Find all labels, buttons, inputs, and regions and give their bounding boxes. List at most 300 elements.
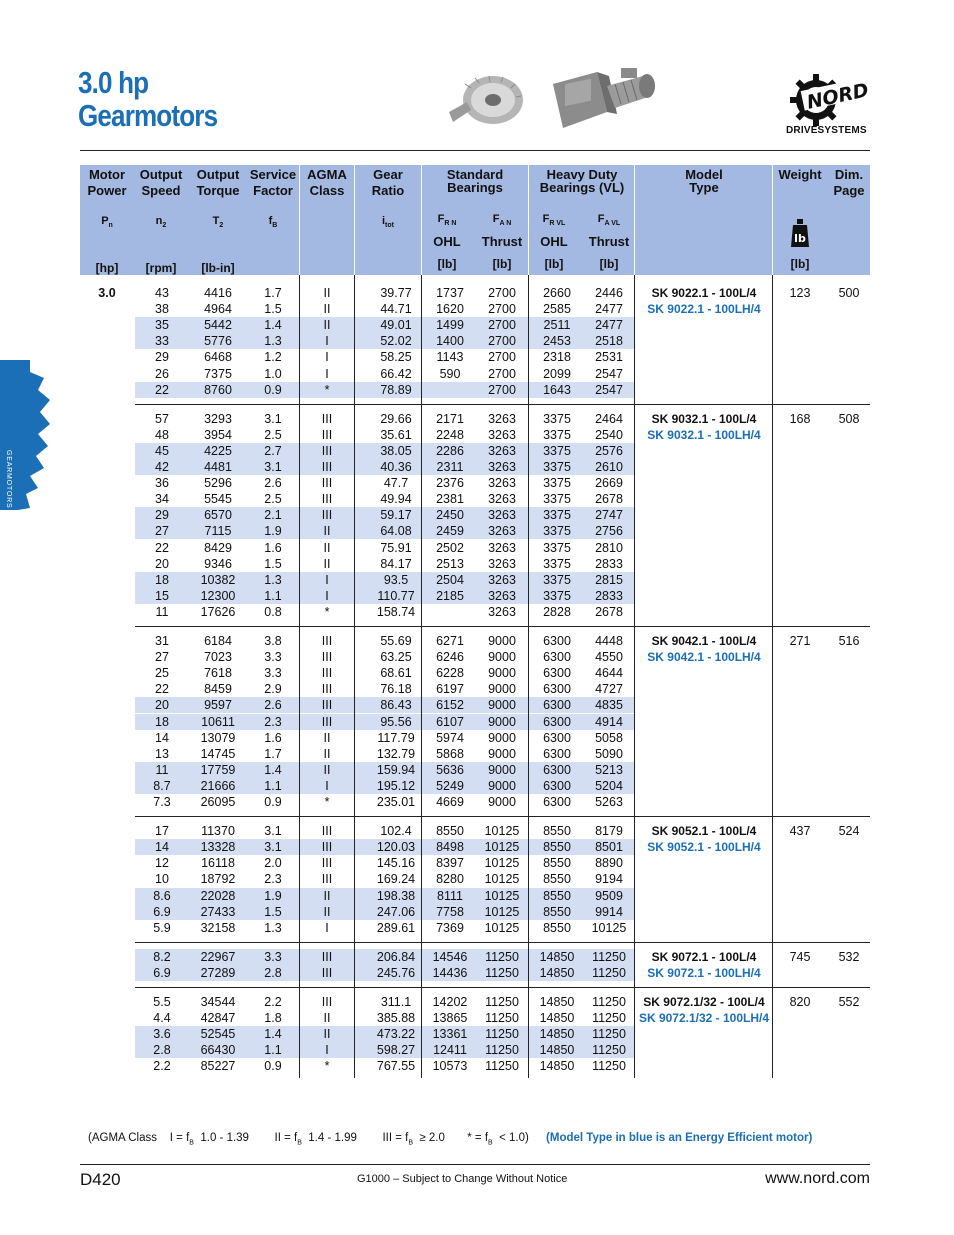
cell-ohl-standard: 6228: [436, 666, 464, 681]
model-type: SK 9022.1 - 100L/4: [651, 286, 757, 300]
cell-gear-ratio: 84.17: [380, 556, 412, 571]
cell-ohl-heavy-duty: 3375: [543, 588, 571, 603]
cell-ohl-standard: 2502: [436, 540, 464, 555]
cell-gear-ratio: 47.7: [383, 476, 409, 491]
cell-gear-ratio: 132.79: [376, 746, 416, 761]
header-agma-class: AGMA Class: [307, 167, 347, 198]
cell-service-factor: 1.9: [264, 888, 282, 903]
cell-ohl-standard: 6197: [436, 682, 464, 697]
cell-service-factor: 1.5: [264, 904, 282, 919]
cell-output-speed: 18: [155, 572, 169, 587]
cell-agma-class: *: [324, 604, 330, 619]
cell-ohl-heavy-duty: 6300: [543, 634, 571, 648]
cell-gear-ratio: 86.43: [380, 698, 412, 713]
cell-output-speed: 3.6: [153, 1027, 171, 1042]
cell-gear-ratio: 385.88: [376, 1011, 416, 1026]
cell-ohl-standard: 2311: [436, 460, 464, 474]
cell-output-speed: 10: [155, 872, 169, 887]
table-row: [0, 794, 954, 810]
cell-gear-ratio: 76.18: [380, 682, 412, 697]
cell-agma-class: II: [323, 556, 331, 571]
cell-agma-class: II: [323, 524, 331, 539]
cell-ohl-heavy-duty: 6300: [543, 650, 571, 665]
cell-output-speed: 5.5: [153, 995, 171, 1009]
group-divider: [135, 404, 870, 405]
cell-thrust-standard: 2700: [488, 382, 516, 397]
cell-ohl-heavy-duty: 2828: [543, 604, 571, 619]
cell-ohl-standard: 6271: [436, 634, 464, 648]
cell-output-torque: 18792: [200, 872, 236, 887]
cell-ohl-standard: 12411: [433, 1043, 467, 1058]
cell-thrust-standard: 10125: [484, 904, 520, 919]
column-divider: [354, 275, 355, 401]
cell-output-torque: 16118: [201, 856, 235, 871]
weight-value: 437: [789, 824, 811, 839]
cell-output-speed: 17: [155, 824, 169, 839]
cell-ohl-heavy-duty: 6300: [543, 795, 571, 809]
cell-agma-class: II: [323, 286, 331, 300]
cell-gear-ratio: 767.55: [376, 1059, 416, 1074]
cell-thrust-standard: 11250: [485, 1059, 519, 1074]
cell-thrust-standard: 9000: [488, 762, 516, 777]
cell-output-torque: 8760: [204, 382, 232, 397]
header-divider: [772, 165, 773, 275]
cell-output-torque: 5545: [204, 492, 232, 507]
cell-agma-class: I: [325, 572, 329, 587]
column-divider: [528, 623, 529, 813]
cell-thrust-standard: 3263: [488, 427, 516, 442]
cell-thrust-heavy-duty: 2610: [595, 460, 623, 474]
cell-gear-ratio: 245.76: [376, 965, 416, 980]
cell-gear-ratio: 66.42: [380, 366, 412, 381]
cell-ohl-standard: 5974: [436, 730, 464, 745]
cell-thrust-standard: 2700: [488, 366, 516, 381]
table-row: [0, 681, 954, 697]
bevel-gear-image: [445, 72, 525, 124]
cell-output-speed: 18: [155, 714, 169, 729]
cell-output-speed: 43: [155, 286, 169, 300]
cell-service-factor: 1.7: [264, 286, 282, 300]
cell-service-factor: 1.3: [264, 920, 282, 935]
table-row: [0, 778, 954, 794]
header-divider: [421, 165, 422, 275]
cell-output-speed: 57: [155, 411, 169, 426]
dim-page-value: 508: [838, 411, 860, 426]
cell-gear-ratio: 598.27: [376, 1043, 416, 1058]
cell-thrust-standard: 3263: [488, 588, 516, 603]
model-type: SK 9052.1 - 100L/4: [651, 824, 757, 839]
column-divider: [772, 275, 773, 401]
cell-ohl-heavy-duty: 3375: [543, 508, 571, 523]
cell-thrust-heavy-duty: 2833: [595, 556, 623, 571]
cell-ohl-heavy-duty: 8550: [543, 856, 571, 871]
cell-service-factor: 0.8: [264, 604, 282, 619]
dim-page-value: 532: [838, 949, 860, 964]
cell-output-speed: 27: [155, 524, 169, 539]
cell-ohl-heavy-duty: 14850: [539, 1043, 575, 1058]
cell-thrust-standard: 9000: [488, 795, 516, 809]
cell-gear-ratio: 473.22: [376, 1027, 416, 1042]
cell-thrust-heavy-duty: 2678: [595, 492, 623, 507]
model-type: SK 9032.1 - 100L/4: [651, 411, 757, 426]
cell-output-torque: 34544: [200, 995, 236, 1009]
cell-thrust-standard: 11250: [485, 1043, 519, 1058]
cell-ohl-standard: 7758: [436, 904, 464, 919]
cell-thrust-heavy-duty: 4914: [595, 714, 623, 729]
table-row: [0, 572, 954, 588]
cell-ohl-standard: 1499: [436, 318, 464, 333]
cell-output-torque: 7618: [204, 666, 232, 681]
header-dim-page: Dim. Page: [833, 167, 865, 198]
cell-output-speed: 6.9: [153, 904, 171, 919]
table-row: [0, 746, 954, 762]
cell-ohl-heavy-duty: 2511: [543, 318, 571, 333]
cell-ohl-standard: 1400: [436, 334, 464, 349]
cell-agma-class: III: [321, 460, 333, 474]
column-divider: [299, 401, 300, 623]
cell-output-speed: 48: [155, 427, 169, 442]
weight-value: 745: [789, 949, 811, 964]
cell-gear-ratio: 195.12: [376, 778, 416, 793]
cell-output-speed: 31: [155, 634, 169, 648]
cell-ohl-standard: 2459: [436, 524, 464, 539]
column-divider: [528, 939, 529, 984]
cell-ohl-standard: [424, 604, 476, 620]
cell-agma-class: III: [321, 476, 333, 491]
table-row: [0, 730, 954, 746]
cell-service-factor: 3.3: [264, 666, 282, 681]
cell-thrust-heavy-duty: 5213: [595, 762, 623, 777]
table-row: [0, 588, 954, 604]
column-divider: [421, 813, 422, 939]
cell-output-torque: 85227: [200, 1059, 236, 1074]
cell-thrust-standard: 3263: [488, 476, 516, 491]
cell-ohl-standard: 2171: [436, 411, 464, 426]
cell-agma-class: I: [325, 334, 329, 349]
cell-agma-class: *: [324, 1059, 330, 1074]
cell-agma-class: II: [323, 1011, 331, 1026]
cell-service-factor: 1.1: [264, 778, 282, 793]
cell-service-factor: 1.4: [264, 318, 282, 333]
header-divider: [634, 165, 635, 275]
cell-ohl-standard: 5249: [436, 778, 464, 793]
cell-agma-class: I: [325, 920, 329, 935]
cell-ohl-standard: 2376: [436, 476, 464, 491]
table-row: [0, 366, 954, 382]
table-row: [0, 839, 954, 855]
cell-output-torque: 5776: [204, 334, 232, 349]
cell-ohl-heavy-duty: 2660: [543, 286, 571, 300]
cell-thrust-standard: 10125: [484, 872, 520, 887]
cell-service-factor: 3.3: [264, 650, 282, 665]
cell-gear-ratio: 110.77: [377, 588, 415, 603]
cell-ohl-standard: 2513: [436, 556, 464, 571]
table-row: [0, 871, 954, 887]
cell-ohl-heavy-duty: 3375: [543, 524, 571, 539]
table-row: [0, 1042, 954, 1058]
cell-agma-class: I: [325, 366, 329, 381]
cell-agma-class: I: [325, 778, 329, 793]
cell-gear-ratio: 311.1: [380, 995, 412, 1009]
cell-agma-class: II: [323, 904, 331, 919]
cell-ohl-standard: 13865: [432, 1011, 468, 1026]
column-divider: [634, 623, 635, 813]
title-line-2: Gearmotors: [78, 98, 218, 133]
cell-output-torque: 42847: [200, 1011, 236, 1026]
cell-gear-ratio: 120.03: [376, 840, 416, 855]
cell-ohl-standard: 14436: [432, 965, 468, 980]
cell-output-torque: 7375: [204, 366, 232, 381]
cell-output-torque: 4964: [204, 302, 232, 317]
cell-thrust-heavy-duty: 2815: [595, 572, 623, 587]
cell-agma-class: III: [321, 443, 333, 458]
cell-ohl-heavy-duty: 3375: [543, 572, 571, 587]
column-divider: [528, 275, 529, 401]
cell-output-torque: 11370: [201, 824, 235, 839]
cell-gear-ratio: 29.66: [380, 411, 412, 426]
cell-agma-class: II: [323, 762, 331, 777]
cell-ohl-heavy-duty: 3375: [543, 443, 571, 458]
column-divider: [354, 984, 355, 1078]
group-divider: [135, 626, 870, 627]
weight-value: 123: [789, 286, 811, 300]
cell-ohl-heavy-duty: 2585: [543, 302, 571, 317]
cell-gear-ratio: 52.02: [380, 334, 412, 349]
cell-gear-ratio: 49.94: [380, 492, 412, 507]
cell-ohl-standard: 8397: [436, 856, 464, 871]
cell-thrust-standard: 11250: [485, 949, 519, 964]
cell-service-factor: 3.1: [264, 824, 282, 839]
cell-thrust-heavy-duty: 5090: [595, 746, 623, 761]
cell-thrust-heavy-duty: 2477: [595, 302, 623, 317]
cell-thrust-standard: 10125: [484, 856, 520, 871]
gearmotor-image: [547, 62, 659, 138]
cell-ohl-standard: 6107: [436, 714, 464, 729]
cell-output-torque: 4225: [204, 443, 232, 458]
cell-ohl-heavy-duty: 6300: [543, 698, 571, 713]
cell-thrust-standard: 11250: [485, 1011, 519, 1026]
cell-output-speed: 35: [155, 318, 169, 333]
table-row: [0, 604, 954, 620]
cell-ohl-heavy-duty: 8550: [543, 840, 571, 855]
cell-output-torque: 5442: [204, 318, 232, 333]
cell-output-speed: 2.2: [153, 1059, 171, 1074]
cell-ohl-standard: 1620: [436, 302, 464, 317]
column-divider: [421, 623, 422, 813]
model-type-energy-efficient: SK 9042.1 - 100LH/4: [647, 650, 761, 664]
cell-ohl-heavy-duty: 1643: [543, 382, 571, 397]
footer-url[interactable]: www.nord.com: [765, 1170, 870, 1187]
cell-thrust-heavy-duty: 9509: [595, 888, 623, 903]
cell-service-factor: 2.6: [264, 476, 282, 491]
cell-thrust-standard: 3263: [488, 524, 516, 539]
cell-ohl-standard: [424, 382, 476, 398]
cell-ohl-standard: 7369: [436, 920, 464, 935]
cell-thrust-standard: 3263: [488, 540, 516, 555]
cell-service-factor: 3.8: [264, 634, 282, 648]
cell-ohl-standard: 2248: [436, 427, 464, 442]
dim-page-value: 524: [838, 824, 860, 839]
cell-output-torque: 14745: [200, 746, 236, 761]
cell-output-speed: 14: [155, 840, 169, 855]
cell-thrust-heavy-duty: 2747: [595, 508, 623, 523]
cell-gear-ratio: 68.61: [380, 666, 412, 681]
header-weight: Weight lb [lb]: [778, 167, 822, 271]
cell-gear-ratio: 235.01: [376, 795, 416, 809]
header-standard-bearings: Standard Bearings $F_{R N}$ $F_{A N}$ OHL Thrust [lb] [lb]: [433, 167, 523, 271]
table-row: [0, 855, 954, 871]
cell-agma-class: II: [323, 540, 331, 555]
cell-output-torque: 10382: [200, 572, 236, 587]
cell-output-speed: 2.8: [153, 1043, 171, 1058]
cell-service-factor: 2.8: [264, 965, 282, 980]
cell-thrust-heavy-duty: 2756: [595, 524, 623, 539]
cell-thrust-heavy-duty: 11250: [592, 1027, 626, 1042]
cell-thrust-standard: 10125: [484, 888, 520, 903]
column-divider: [421, 939, 422, 984]
cell-gear-ratio: 64.08: [380, 524, 412, 539]
cell-gear-ratio: 44.71: [380, 302, 412, 317]
cell-agma-class: III: [321, 427, 333, 442]
cell-output-speed: 22: [155, 540, 169, 555]
cell-output-speed: 8.6: [153, 888, 171, 903]
column-divider: [354, 623, 355, 813]
cell-output-speed: 29: [155, 350, 169, 365]
cell-agma-class: I: [325, 588, 329, 603]
cell-thrust-standard: 3263: [488, 460, 516, 474]
table-row: [0, 475, 954, 491]
cell-gear-ratio: 145.16: [376, 856, 416, 871]
cell-ohl-heavy-duty: 14850: [539, 965, 575, 980]
table-row: [0, 459, 954, 475]
cell-agma-class: III: [321, 411, 333, 426]
cell-thrust-standard: 3263: [488, 556, 516, 571]
cell-gear-ratio: 63.25: [380, 650, 412, 665]
cell-thrust-heavy-duty: 4448: [595, 634, 623, 648]
cell-agma-class: III: [321, 872, 333, 887]
model-type: SK 9072.1 - 100L/4: [651, 949, 757, 964]
cell-agma-class: III: [321, 949, 333, 964]
cell-thrust-standard: 3263: [488, 572, 516, 587]
cell-service-factor: 2.3: [264, 714, 282, 729]
column-divider: [528, 401, 529, 623]
cell-ohl-standard: 2504: [436, 572, 464, 587]
cell-thrust-heavy-duty: 4727: [595, 682, 623, 697]
cell-output-torque: 22967: [200, 949, 236, 964]
cell-thrust-heavy-duty: 5263: [595, 795, 623, 809]
cell-ohl-standard: 8280: [436, 872, 464, 887]
table-row: [0, 301, 954, 317]
table-row: [0, 1026, 954, 1042]
cell-thrust-standard: 3263: [488, 492, 516, 507]
cell-thrust-standard: 9000: [488, 634, 516, 648]
cell-service-factor: 3.1: [264, 460, 282, 474]
model-type-energy-efficient: SK 9072.1 - 100LH/4: [647, 965, 761, 980]
cell-output-speed: 42: [155, 460, 169, 474]
column-divider: [634, 813, 635, 939]
cell-gear-ratio: 206.84: [376, 949, 416, 964]
header-divider: [528, 165, 529, 275]
cell-agma-class: III: [321, 666, 333, 681]
column-divider: [772, 813, 773, 939]
cell-service-factor: 3.1: [264, 840, 282, 855]
page-number: D420: [80, 1170, 121, 1189]
header-service-factor: Service Factor $f_B$: [249, 167, 297, 230]
cell-ohl-heavy-duty: 14850: [539, 1059, 575, 1074]
table-header: [80, 165, 870, 275]
cell-ohl-heavy-duty: 6300: [543, 714, 571, 729]
cell-thrust-heavy-duty: 11250: [592, 965, 626, 980]
header-motor-power: Motor Power $P_n$ [hp]: [87, 167, 127, 276]
cell-thrust-standard: 3263: [488, 411, 516, 426]
cell-service-factor: 1.8: [264, 1011, 282, 1026]
cell-ohl-standard: 14202: [432, 995, 468, 1009]
cell-thrust-heavy-duty: 2810: [595, 540, 623, 555]
cell-service-factor: 1.4: [264, 762, 282, 777]
table-row: [0, 904, 954, 920]
cell-ohl-heavy-duty: 14850: [539, 949, 575, 964]
group-divider: [135, 987, 870, 988]
cell-service-factor: 2.9: [264, 682, 282, 697]
header-divider: [299, 165, 300, 275]
cell-thrust-heavy-duty: 2540: [595, 427, 623, 442]
cell-output-speed: 6.9: [153, 965, 171, 980]
cell-service-factor: 2.7: [264, 443, 282, 458]
cell-output-speed: 36: [155, 476, 169, 491]
cell-output-speed: 13: [155, 746, 169, 761]
cell-thrust-standard: 2700: [488, 318, 516, 333]
cell-thrust-standard: 9000: [488, 698, 516, 713]
cell-thrust-heavy-duty: 2678: [595, 604, 623, 619]
cell-ohl-standard: 5868: [436, 746, 464, 761]
cell-output-torque: 26095: [200, 795, 236, 809]
cell-gear-ratio: 49.01: [380, 318, 412, 333]
cell-ohl-heavy-duty: 14850: [539, 995, 575, 1009]
table-row: [0, 491, 954, 507]
title-line-1: 3.0 hp: [78, 65, 149, 100]
cell-output-torque: 21666: [200, 778, 236, 793]
cell-output-torque: 17759: [200, 762, 236, 777]
cell-thrust-standard: 2700: [488, 350, 516, 365]
table-row: [0, 443, 954, 459]
model-type-energy-efficient: SK 9052.1 - 100LH/4: [647, 840, 761, 855]
cell-service-factor: 1.4: [264, 1027, 282, 1042]
cell-service-factor: 1.3: [264, 334, 282, 349]
table-row: [0, 349, 954, 365]
cell-gear-ratio: 159.94: [376, 762, 416, 777]
cell-agma-class: III: [321, 714, 333, 729]
cell-thrust-heavy-duty: 4644: [595, 666, 623, 681]
cell-service-factor: 2.5: [264, 492, 282, 507]
cell-ohl-standard: 5636: [436, 762, 464, 777]
cell-output-torque: 8459: [204, 682, 232, 697]
cell-ohl-heavy-duty: 8550: [543, 824, 571, 839]
cell-output-torque: 4481: [204, 460, 232, 474]
table-row: [0, 1058, 954, 1074]
cell-thrust-heavy-duty: 8179: [595, 824, 623, 839]
table-row: [0, 714, 954, 730]
column-divider: [772, 623, 773, 813]
cell-service-factor: 3.3: [264, 949, 282, 964]
cell-thrust-heavy-duty: 11250: [592, 949, 626, 964]
cell-output-speed: 4.4: [153, 1011, 171, 1026]
column-divider: [421, 984, 422, 1078]
bottom-divider: [80, 1164, 870, 1165]
cell-service-factor: 2.5: [264, 427, 282, 442]
cell-output-torque: 6570: [204, 508, 232, 523]
cell-ohl-heavy-duty: 6300: [543, 746, 571, 761]
motor-power-value: 3.0: [98, 286, 116, 300]
